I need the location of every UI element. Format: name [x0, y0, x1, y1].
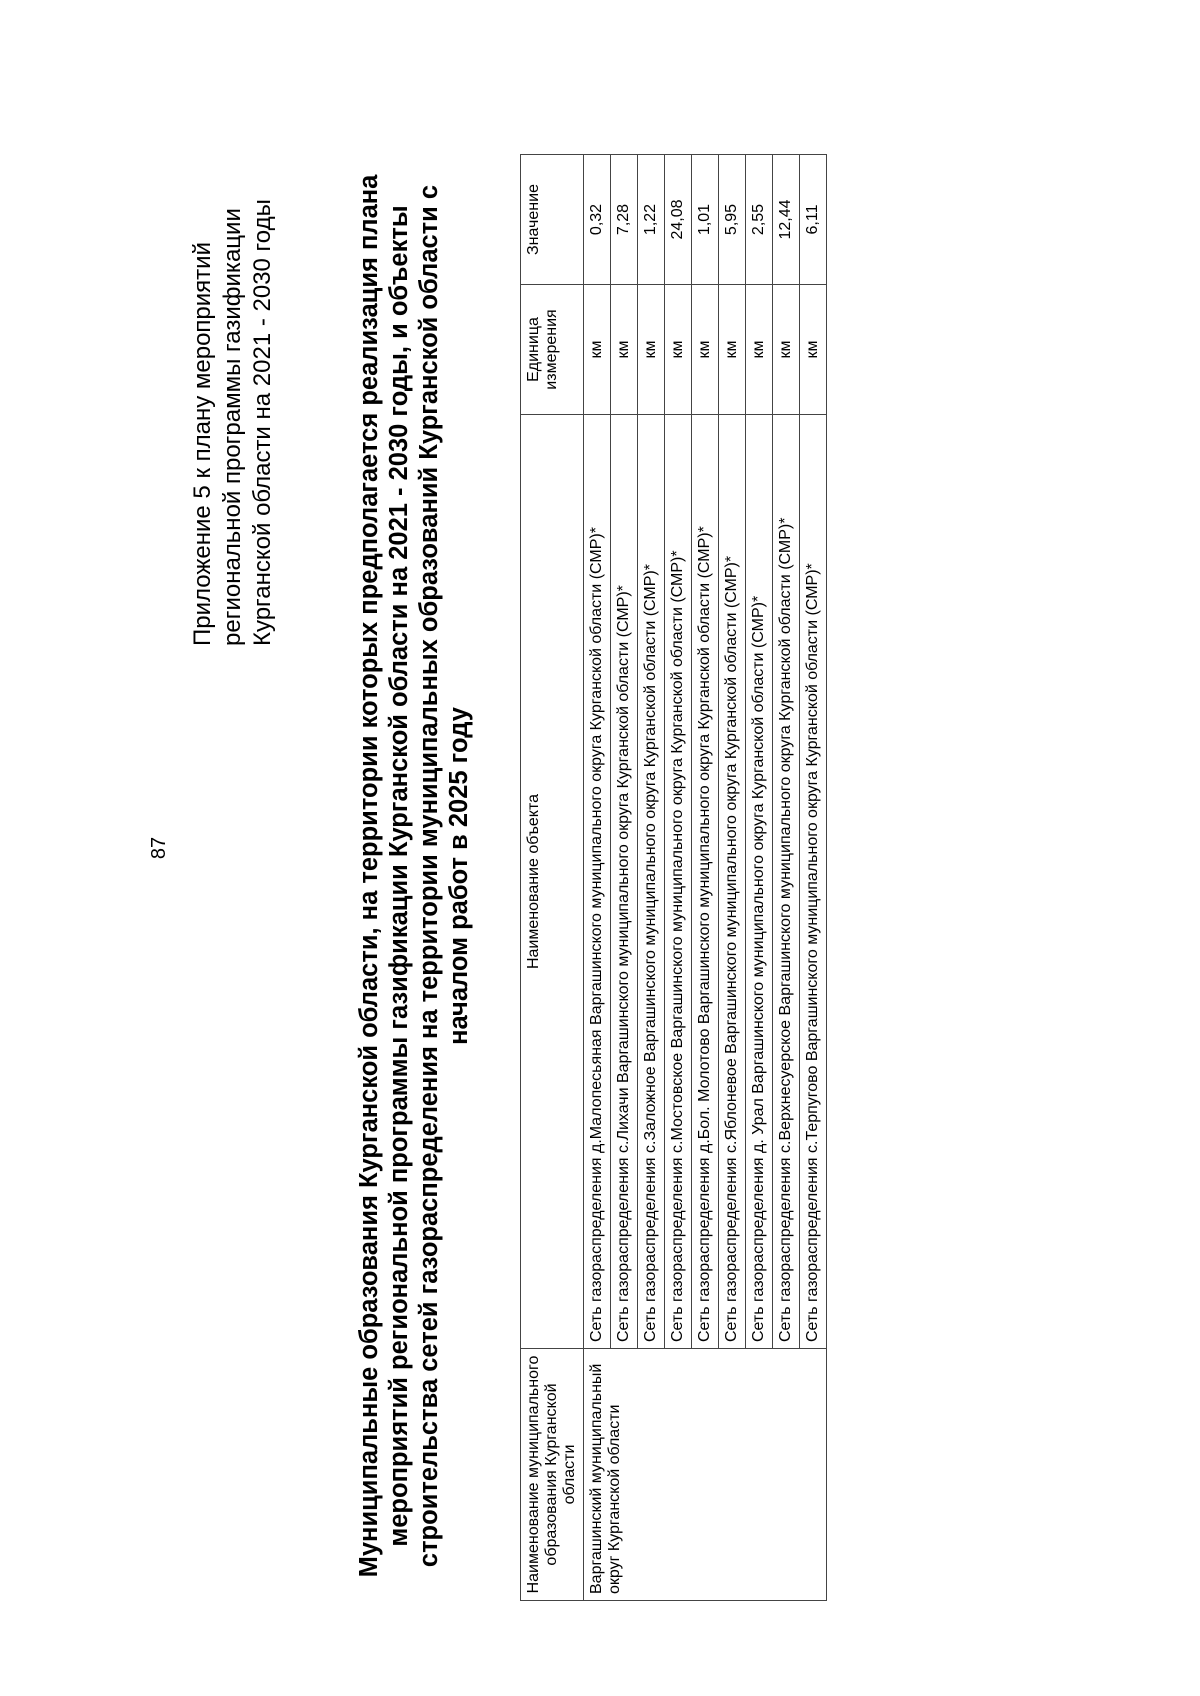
value-cell: 12,44 — [773, 155, 800, 285]
table-row — [584, 155, 611, 1601]
unit-cell: км — [638, 285, 665, 415]
page-number: 87 — [148, 836, 170, 860]
value-cell: 6,11 — [800, 155, 827, 285]
appendix-line: региональной программы газификации — [219, 208, 246, 646]
unit-cell: км — [773, 285, 800, 415]
header-unit: Единица измерения — [521, 285, 584, 415]
object-cell: Сеть газораспределения д.Малопесьяная Варгашинского муниципального округа Курганской области (СМР)* — [584, 415, 611, 1349]
appendix-line: Курганской области на 2021 - 2030 годы — [249, 199, 276, 646]
object-cell: Сеть газораспределения с.Мостовское Варгашинского муниципального округа Курганской области (СМР)* — [665, 415, 692, 1349]
unit-cell: км — [665, 285, 692, 415]
unit-cell: км — [800, 285, 827, 415]
header-municipality: Наименование муниципального образования Курганской области — [521, 1349, 584, 1601]
header-object: Наименование объекта — [521, 415, 584, 1349]
value-cell: 1,22 — [638, 155, 665, 285]
appendix-caption — [188, 56, 278, 646]
unit-cell: км — [692, 285, 719, 415]
objects-table — [520, 154, 827, 1601]
object-cell: Сеть газораспределения с.Терпугово Варгашинского муниципального округа Курганской области (СМР)* — [800, 415, 827, 1349]
document-title — [354, 146, 474, 1606]
municipality-cell: Варгашинский муниципальный округ Курганской области — [584, 1349, 827, 1601]
title-line: началом работ в 2025 году — [445, 707, 473, 1045]
table-header-row — [521, 155, 584, 1601]
object-cell: Сеть газораспределения с.Заложное Варгашинского муниципального округа Курганской области (СМР)* — [638, 415, 665, 1349]
table-body — [584, 155, 827, 1601]
object-cell: Сеть газораспределения с.Лихачи Варгашинского муниципального округа Курганской области (СМР)* — [611, 415, 638, 1349]
value-cell: 1,01 — [692, 155, 719, 285]
unit-cell: км — [584, 285, 611, 415]
value-cell: 2,55 — [746, 155, 773, 285]
object-cell: Сеть газораспределения д. Урал Варгашинского муниципального округа Курганской области (СМР)* — [746, 415, 773, 1349]
value-cell: 24,08 — [665, 155, 692, 285]
title-line: строительства сетей газораспределения на территории муниципальных образований Курганской области с — [415, 184, 443, 1568]
object-cell: Сеть газораспределения д.Бол. Молотово Варгашинского муниципального округа Курганской области (СМР)* — [692, 415, 719, 1349]
unit-cell: км — [611, 285, 638, 415]
object-cell: Сеть газораспределения с.Верхнесуерское Варгашинского муниципального округа Курганской области (СМР)* — [773, 415, 800, 1349]
appendix-line: Приложение 5 к плану мероприятий — [189, 242, 216, 646]
value-cell: 0,32 — [584, 155, 611, 285]
unit-cell: км — [746, 285, 773, 415]
title-line: мероприятий региональной программы газификации Курганской области на 2021 - 2030 годы, и объекты — [385, 205, 413, 1547]
unit-cell: км — [719, 285, 746, 415]
value-cell: 5,95 — [719, 155, 746, 285]
value-cell: 7,28 — [611, 155, 638, 285]
object-cell: Сеть газораспределения с.Яблоневое Варгашинского муниципального округа Курганской области (СМР)* — [719, 415, 746, 1349]
header-value: Значение — [521, 155, 584, 285]
title-line: Муниципальные образования Курганской области, на территории которых предполагается реализация плана — [355, 174, 383, 1578]
